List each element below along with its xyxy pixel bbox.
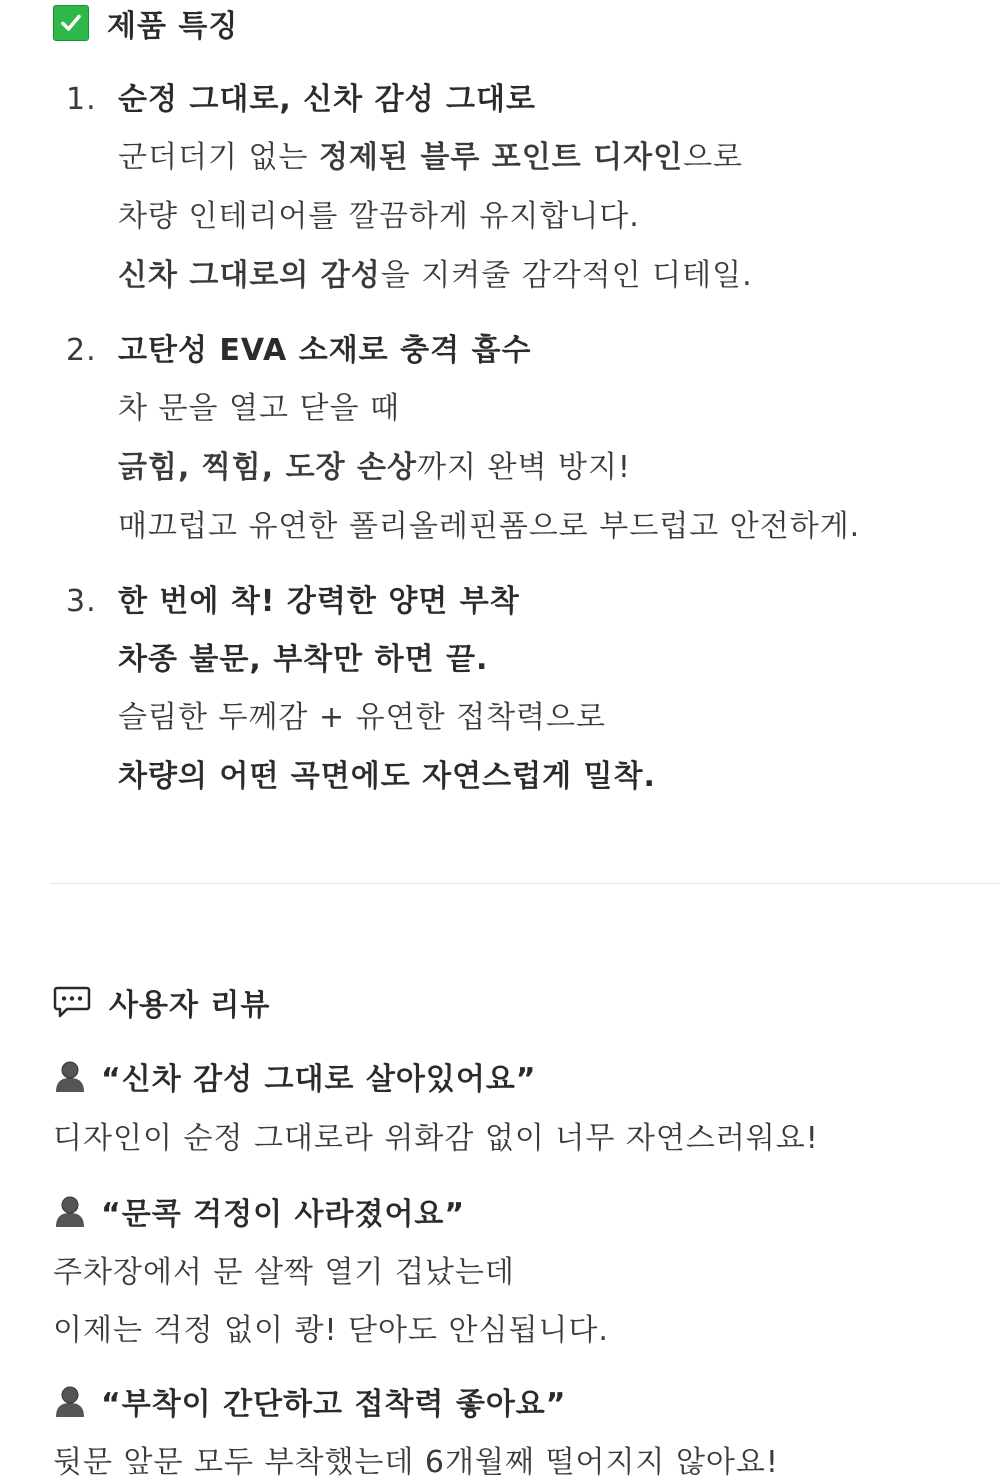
review-2-body-line-2: 이제는 걱정 없이 쾅! 닫아도 안심됩니다. xyxy=(53,1313,609,1348)
review-quote-text: “부착이 간단하고 접착력 좋아요” xyxy=(101,1387,567,1422)
feature-number: 2. xyxy=(66,333,97,368)
text-part-bold: 신차 그대로의 감성 xyxy=(118,258,381,293)
speech-balloon-icon xyxy=(53,985,91,1019)
feature-1-title xyxy=(66,74,536,118)
text-part: 군더더기 없는 xyxy=(118,140,319,175)
text-part-bold: 차종 불문, 부착만 하면 끝. xyxy=(118,642,489,677)
review-1-body: 디자인이 순정 그대로라 위화감 없이 너무 자연스러워요! xyxy=(53,1121,819,1156)
feature-3-title xyxy=(66,576,520,620)
feature-2-line-2 xyxy=(118,442,631,486)
review-3-quote xyxy=(53,1379,567,1423)
text-part-bold: 긁힘, 찍힘, 도장 손상 xyxy=(118,450,417,485)
text-part: 을 지켜줄 감각적인 디테일. xyxy=(380,258,753,293)
review-3-body: 뒷문 앞문 모두 부착했는데 6개월째 떨어지지 않아요! xyxy=(53,1445,779,1480)
review-quote-text: “문콕 걱정이 사라졌어요” xyxy=(101,1197,466,1232)
user-silhouette-icon xyxy=(53,1194,87,1228)
section-divider xyxy=(50,883,1000,884)
text-part: 슬림한 두께감 + 유연한 접착력으로 xyxy=(118,700,607,735)
text-part: 차 문을 열고 닫을 때 xyxy=(118,391,400,426)
feature-2-title xyxy=(66,325,531,369)
user-silhouette-icon xyxy=(53,1384,87,1418)
user-silhouette-icon xyxy=(53,1059,87,1093)
feature-title-text: 고탄성 EVA 소재로 충격 흡수 xyxy=(118,333,532,368)
text-part-bold: 차량의 어떤 곡면에도 자연스럽게 밀착. xyxy=(118,759,656,794)
feature-2-line-1 xyxy=(118,383,400,427)
text-part: 으로 xyxy=(683,140,744,175)
review-2-body-line-1: 주차장에서 문 살짝 열기 겁났는데 xyxy=(53,1255,515,1290)
reviews-heading xyxy=(53,980,270,1024)
feature-2-line-3 xyxy=(118,501,860,545)
features-heading xyxy=(53,1,238,45)
text-part: 차량 인테리어를 깔끔하게 유지합니다. xyxy=(118,199,640,234)
check-mark-button-icon xyxy=(53,5,89,41)
feature-1-line-1 xyxy=(118,132,743,176)
feature-title-text: 순정 그대로, 신차 감성 그대로 xyxy=(118,82,536,117)
text-part: 매끄럽고 유연한 폴리올레핀폼으로 부드럽고 안전하게. xyxy=(118,509,861,544)
feature-number: 1. xyxy=(66,82,97,117)
review-1-quote xyxy=(53,1054,537,1098)
reviews-title: 사용자 리뷰 xyxy=(109,988,271,1023)
feature-3-line-2 xyxy=(118,692,606,736)
feature-3-line-1 xyxy=(118,634,488,678)
feature-number: 3. xyxy=(66,584,97,619)
text-part: 까지 완벽 방지! xyxy=(416,450,631,485)
feature-title-text: 한 번에 착! 강력한 양면 부착 xyxy=(118,584,520,619)
features-title: 제품 특징 xyxy=(107,9,239,44)
review-2-quote xyxy=(53,1189,465,1233)
feature-3-line-3 xyxy=(118,751,656,795)
feature-1-line-3 xyxy=(118,250,753,294)
text-part-bold: 정제된 블루 포인트 디자인 xyxy=(318,140,684,175)
feature-1-line-2 xyxy=(118,191,640,235)
review-quote-text: “신차 감성 그대로 살아있어요” xyxy=(101,1062,537,1097)
